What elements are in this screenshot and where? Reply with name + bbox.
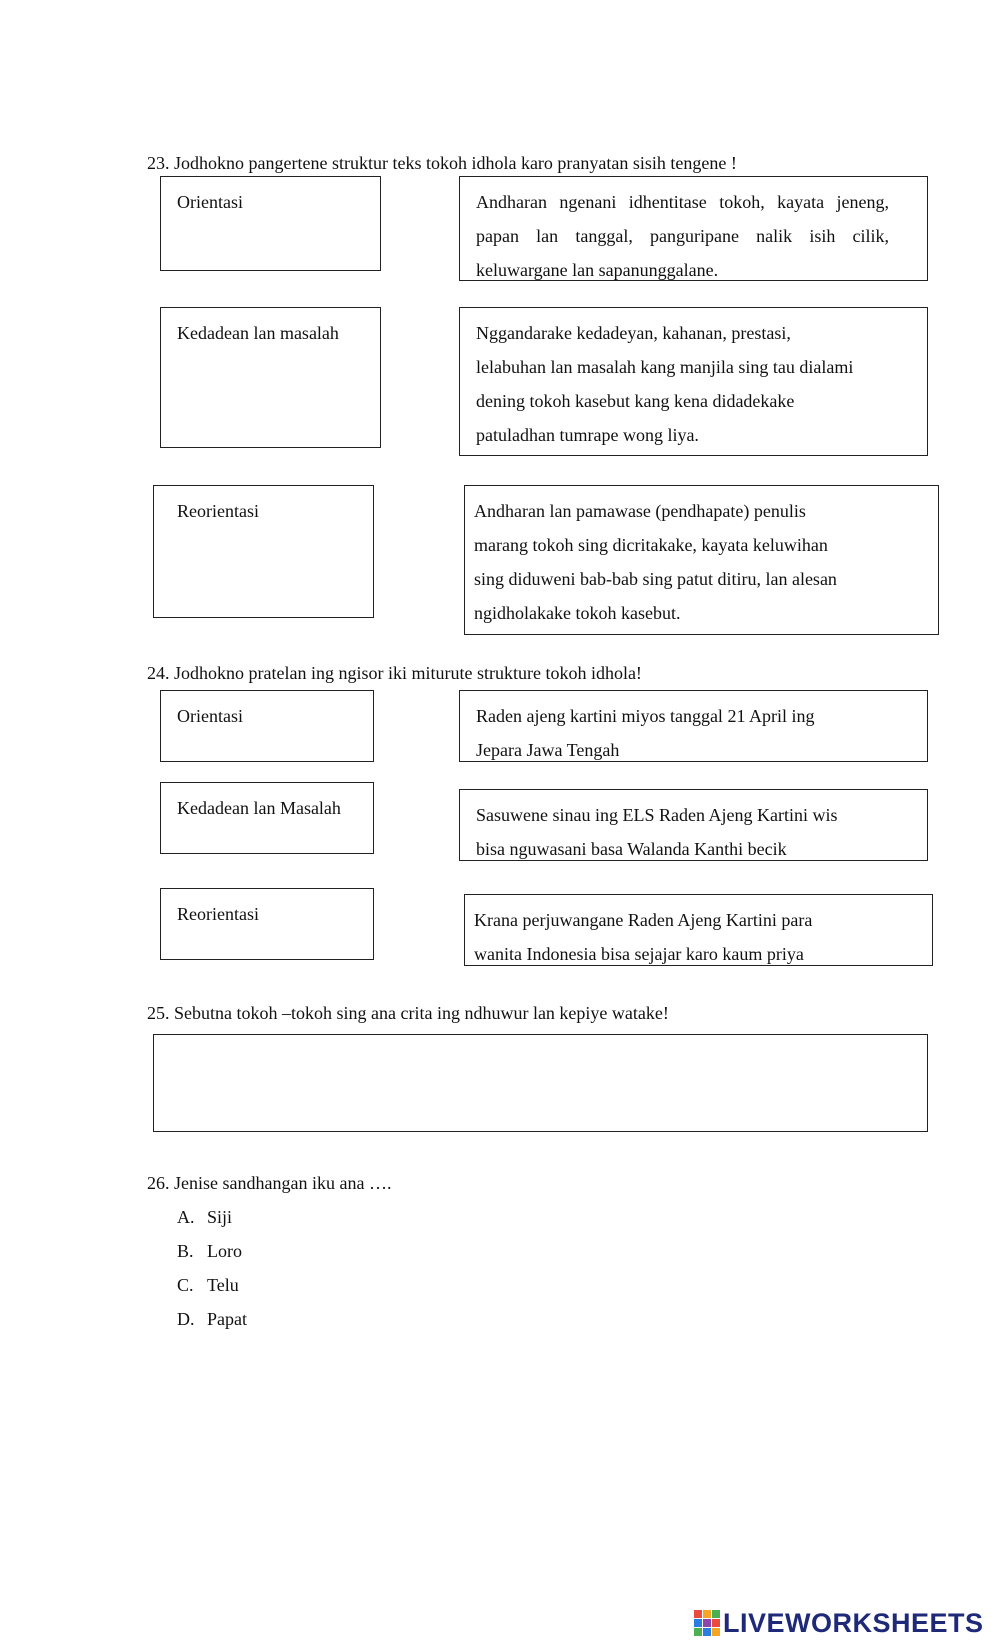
q23-definition-line: keluwargane lan sapanunggalane. bbox=[476, 260, 719, 280]
question-25-prompt: 25. Sebutna tokoh –tokoh sing ana crita ing ndhuwur lan kepiye watake! bbox=[147, 1003, 669, 1023]
liveworksheets-logo bbox=[694, 1608, 984, 1638]
q23-term-box-orientasi[interactable] bbox=[160, 176, 381, 271]
q24-term-label: Reorientasi bbox=[177, 904, 259, 924]
q23-definition-line: Nggandarake kedadeyan, kahanan, prestasi, bbox=[476, 323, 791, 343]
option-letter: C. bbox=[177, 1275, 194, 1295]
q26-option-a[interactable] bbox=[177, 1206, 232, 1228]
option-text: Siji bbox=[207, 1207, 233, 1227]
q24-statement-box-3[interactable] bbox=[464, 894, 933, 966]
q23-definition-line: ngidholakake tokoh kasebut. bbox=[474, 603, 681, 623]
q25-answer-box[interactable] bbox=[153, 1034, 928, 1132]
q23-definition-line: lelabuhan lan masalah kang manjila sing tau dialami bbox=[476, 357, 854, 377]
q24-term-box-reorientasi[interactable] bbox=[160, 888, 374, 960]
q23-definition-box-2[interactable] bbox=[459, 307, 928, 456]
q23-term-box-reorientasi[interactable] bbox=[153, 485, 374, 618]
q26-option-c[interactable] bbox=[177, 1274, 239, 1296]
question-24-prompt: 24. Jodhokno pratelan ing ngisor iki miturute strukture tokoh idhola! bbox=[147, 663, 642, 683]
q26-option-d[interactable] bbox=[177, 1308, 247, 1330]
q26-option-b[interactable] bbox=[177, 1240, 242, 1262]
q23-definition-box-1[interactable] bbox=[459, 176, 928, 281]
q24-statement-line: Krana perjuwangane Raden Ajeng Kartini para bbox=[474, 910, 813, 930]
q23-definition-line: dening tokoh kasebut kang kena didadekake bbox=[476, 391, 795, 411]
question-26-prompt: 26. Jenise sandhangan iku ana …. bbox=[147, 1173, 392, 1193]
q24-statement-line: Jepara Jawa Tengah bbox=[476, 740, 620, 760]
q24-term-box-kedadean[interactable] bbox=[160, 782, 374, 854]
q24-statement-line: bisa nguwasani basa Walanda Kanthi becik bbox=[476, 839, 787, 859]
liveworksheets-logo-text: LIVEWORKSHEETS bbox=[723, 1607, 984, 1638]
option-text: Telu bbox=[207, 1275, 239, 1295]
q23-definition-line: sing diduweni bab-bab sing patut ditiru, lan alesan bbox=[474, 569, 837, 589]
q23-definition-line: patuladhan tumrape wong liya. bbox=[476, 425, 699, 445]
q23-definition-line: Andharan ngenani idhentitase tokoh, kayata jeneng, bbox=[476, 192, 889, 212]
q23-definition-line: papan lan tanggal, panguripane nalik isih cilik, bbox=[476, 226, 889, 246]
q23-term-label: Kedadean lan masalah bbox=[177, 323, 339, 343]
question-23-prompt: 23. Jodhokno pangertene struktur teks tokoh idhola karo pranyatan sisih tengene ! bbox=[147, 153, 737, 173]
q24-statement-line: wanita Indonesia bisa sejajar karo kaum priya bbox=[474, 944, 804, 964]
q23-term-box-kedadean[interactable] bbox=[160, 307, 381, 448]
q24-statement-line: Raden ajeng kartini miyos tanggal 21 April ing bbox=[476, 706, 815, 726]
q24-term-label: Kedadean lan Masalah bbox=[177, 798, 341, 818]
q24-statement-line: Sasuwene sinau ing ELS Raden Ajeng Kartini wis bbox=[476, 805, 838, 825]
q23-term-label: Orientasi bbox=[177, 192, 243, 212]
q23-definition-line: marang tokoh sing dicritakake, kayata keluwihan bbox=[474, 535, 828, 555]
option-text: Papat bbox=[207, 1309, 247, 1329]
q23-definition-box-3[interactable] bbox=[464, 485, 939, 635]
q24-statement-box-2[interactable] bbox=[459, 789, 928, 861]
q23-term-label: Reorientasi bbox=[177, 501, 259, 521]
q24-statement-box-1[interactable] bbox=[459, 690, 928, 762]
option-letter: D. bbox=[177, 1309, 195, 1329]
option-letter: A. bbox=[177, 1207, 195, 1227]
option-text: Loro bbox=[207, 1241, 242, 1261]
liveworksheets-logo-icon bbox=[694, 1610, 720, 1636]
option-letter: B. bbox=[177, 1241, 194, 1261]
q23-definition-line: Andharan lan pamawase (pendhapate) penulis bbox=[474, 501, 806, 521]
q24-term-label: Orientasi bbox=[177, 706, 243, 726]
q24-term-box-orientasi[interactable] bbox=[160, 690, 374, 762]
